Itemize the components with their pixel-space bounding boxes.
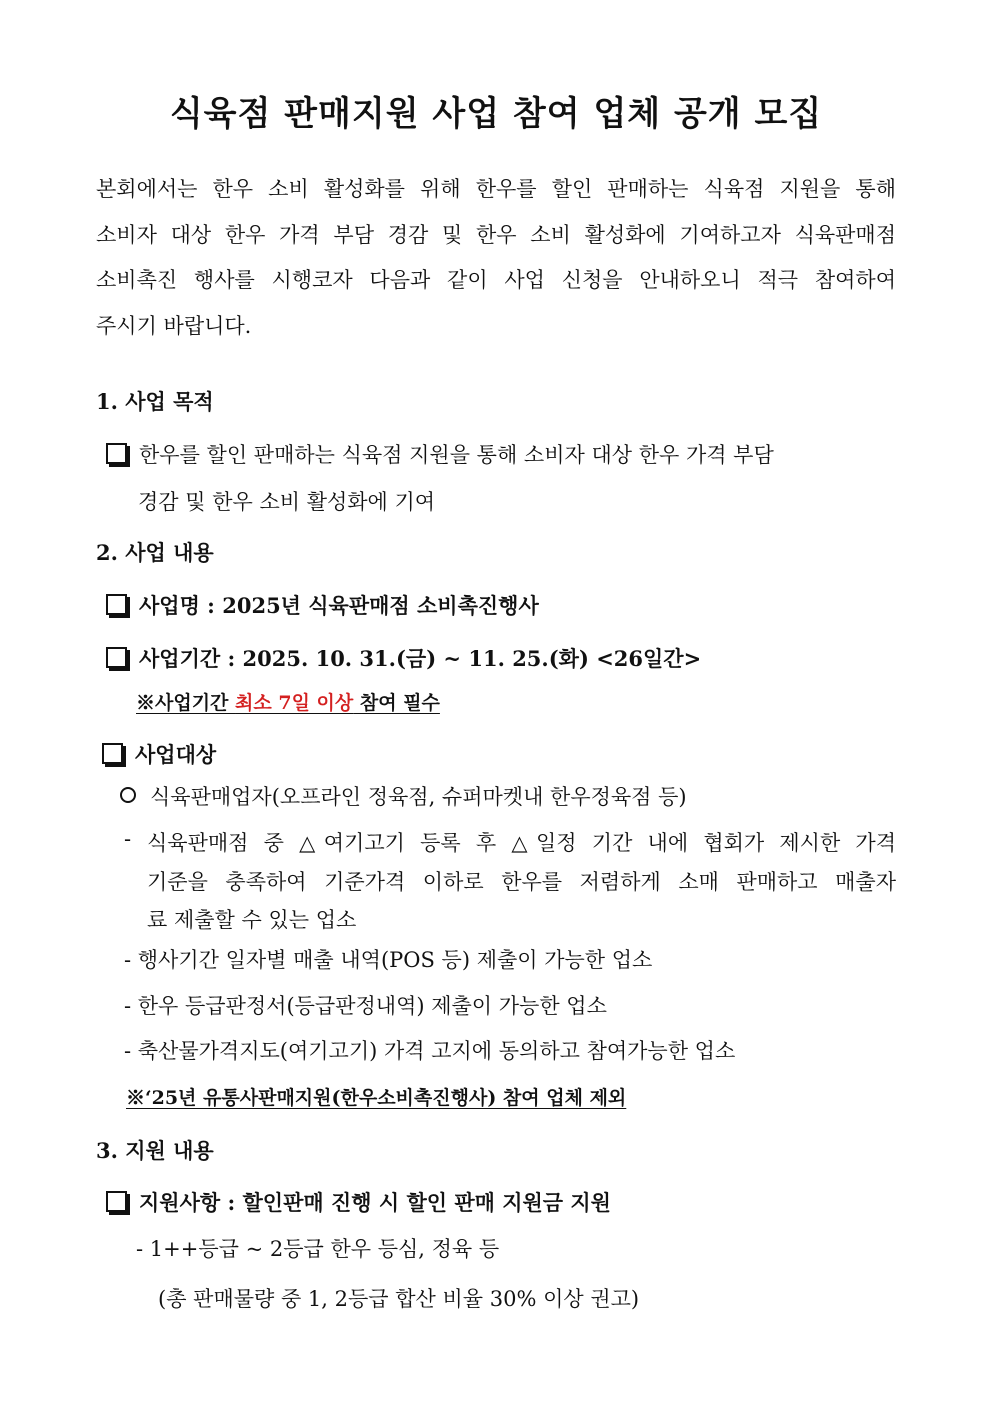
intro-line-3: 소비촉진 행사를 시행코자 다음과 같이 사업 신청을 안내하오니 적극 참여하여: [96, 268, 896, 292]
dash-item-2: - 행사기간 일자별 매출 내역(POS 등) 제출이 가능한 업소: [124, 948, 653, 972]
checkbox-icon: [106, 594, 127, 615]
business-name-item: [106, 590, 539, 620]
target-heading: [102, 739, 216, 769]
intro-line-4: 주시기 바랍니다.: [96, 314, 252, 338]
checkbox-icon: [106, 443, 127, 464]
circle-bullet-icon: [120, 787, 136, 803]
business-period-item: [106, 643, 701, 673]
business-period-text: 사업기간 : 2025. 10. 31.(금) ~ 11. 25.(화) <26일간>: [139, 646, 702, 671]
checkbox-icon: [102, 743, 123, 764]
dash-item-1-line-2: 기준을 충족하여 기준가격 이하로 한우를 저렴하게 소매 판매하고 매출자: [147, 870, 896, 894]
period-note-prefix: ※사업기간: [136, 692, 236, 714]
period-note: [136, 688, 440, 715]
dash-item-4: - 축산물가격지도(여기고기) 가격 고지에 동의하고 참여가능한 업소: [124, 1039, 736, 1063]
intro-line-2: 소비자 대상 한우 가격 부담 경감 및 한우 소비 활성화에 기여하고자 식육판매점: [96, 223, 896, 247]
section-1-heading: 1. 사업 목적: [96, 389, 214, 414]
support-item: [106, 1187, 611, 1217]
page-title: 식육점 판매지원 사업 참여 업체 공개 모집: [169, 94, 823, 134]
intro-line-1: 본회에서는 한우 소비 활성화를 위해 한우를 할인 판매하는 식육점 지원을 통해: [96, 177, 896, 201]
dash-bullet-1: -: [124, 827, 132, 851]
section-2-heading: 2. 사업 내용: [96, 540, 214, 565]
target-circle-item: [120, 781, 687, 811]
grade-line: - 1++등급 ~ 2등급 한우 등심, 정육 등: [136, 1237, 500, 1261]
period-note-suffix: 참여 필수: [353, 692, 440, 714]
checkbox-icon: [106, 647, 127, 668]
dash-item-1-line-3: 료 제출할 수 있는 업소: [147, 908, 357, 932]
target-circle-text: 식육판매업자(오프라인 정육점, 슈퍼마켓내 한우정육점 등): [150, 785, 687, 809]
section-3-heading: 3. 지원 내용: [96, 1138, 214, 1163]
period-note-highlight: 최소 7일 이상: [235, 692, 354, 714]
business-name-text: 사업명 : 2025년 식육판매점 소비촉진행사: [139, 593, 539, 618]
purpose-item-line-2: 경감 및 한우 소비 활성화에 기여: [138, 490, 436, 514]
ratio-line: (총 판매물량 중 1, 2등급 합산 비율 30% 이상 권고): [158, 1287, 640, 1311]
target-heading-text: 사업대상: [135, 742, 217, 767]
dash-item-1-line-1: 식육판매점 중 △여기고기 등록 후 △일정 기간 내에 협회가 제시한 가격: [147, 831, 896, 855]
purpose-item-line-1: 한우를 할인 판매하는 식육점 지원을 통해 소비자 대상 한우 가격 부담: [139, 443, 774, 467]
checkbox-icon: [106, 1191, 127, 1212]
dash-item-3: - 한우 등급판정서(등급판정내역) 제출이 가능한 업소: [124, 994, 607, 1018]
support-item-text: 지원사항 : 할인판매 진행 시 할인 판매 지원금 지원: [139, 1190, 611, 1215]
exclusion-note: ※‘25년 유통사판매지원(한우소비촉진행사) 참여 업체 제외: [126, 1087, 627, 1109]
purpose-item: [106, 439, 774, 469]
